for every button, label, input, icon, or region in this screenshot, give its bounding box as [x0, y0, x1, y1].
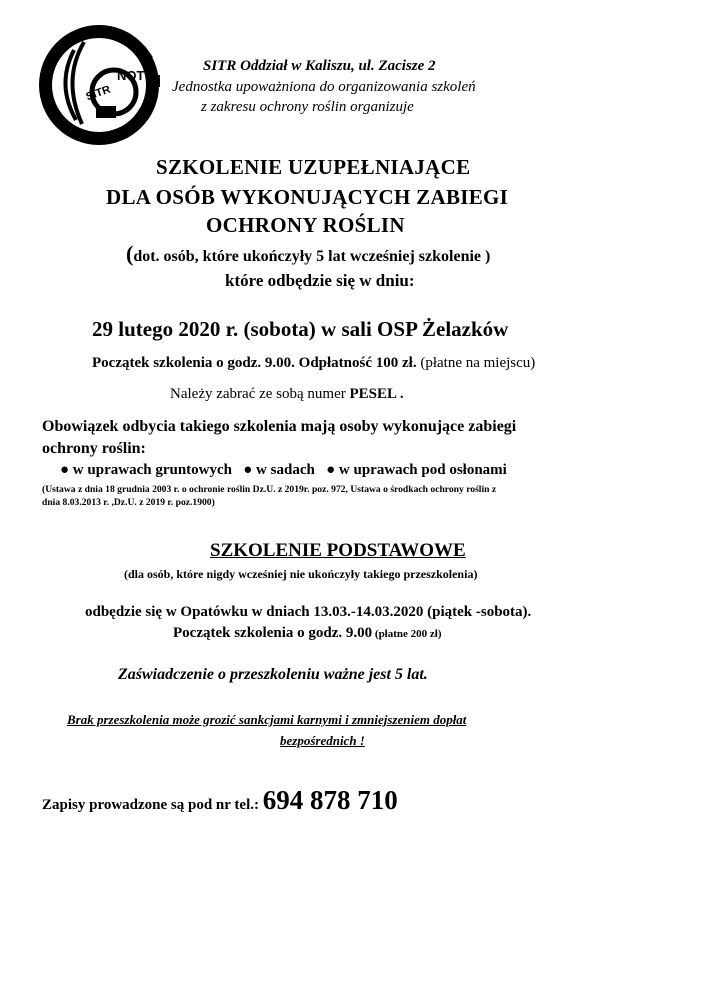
- basic-start-time: Początek szkolenia o godz. 9.00: [173, 625, 373, 641]
- legal-basis-line-2: dnia 8.03.2013 r. ,Dz.U. z 2019 r. poz.1900): [42, 497, 215, 508]
- title-note: [126, 241, 490, 267]
- basic-training-title: SZKOLENIE PODSTAWOWE: [210, 540, 466, 561]
- certificate-validity: Zaświadczenie o przeszkoleniu ważne jest 5 lat.: [118, 666, 428, 683]
- bullet-orchards: ● w sadach: [243, 462, 315, 478]
- pesel-prefix: Należy zabrać ze sobą numer: [170, 386, 350, 402]
- header-scope-line: z zakresu ochrony roślin organizuje: [201, 99, 414, 115]
- event-start-time: Początek szkolenia o godz. 9.00. Odpłatność 100 zł.: [92, 355, 417, 371]
- event-start-line: [92, 355, 535, 372]
- bullet-greenhouses: ● w uprawach pod osłonami: [326, 462, 507, 478]
- title-line-1: SZKOLENIE UZUPEŁNIAJĄCE: [156, 155, 471, 179]
- basic-start-fee: (płatne 200 zł): [372, 628, 442, 640]
- obligation-line-1: Obowiązek odbycia takiego szkolenia mają osoby wykonujące zabiegi: [42, 418, 517, 435]
- header-org-line: SITR Oddział w Kaliszu, ul. Zacisze 2: [203, 58, 436, 74]
- header-authorization-line: Jednostka upoważniona do organizowania szkoleń: [172, 79, 476, 95]
- pesel-line: [170, 386, 404, 403]
- title-line-2: DLA OSÓB WYKONUJĄCYCH ZABIEGI: [106, 185, 509, 209]
- pesel-label: PESEL .: [349, 386, 404, 402]
- obligation-line-2: ochrony roślin:: [42, 440, 146, 457]
- contact-line: [42, 785, 398, 816]
- warning-line-1: Brak przeszkolenia może grozić sankcjami karnymi i zmniejszeniem dopłat: [67, 712, 467, 727]
- event-date-line: 29 lutego 2020 r. (sobota) w sali OSP Żelazków: [92, 317, 509, 341]
- basic-training-start: [173, 625, 442, 642]
- obligation-bullets: [60, 462, 660, 479]
- logo-text-not: NOT: [117, 68, 145, 83]
- legal-basis-line-1: (Ustawa z dnia 18 grudnia 2003 r. o ochronie roślin Dz.U. z 2019r. poz. 972, Ustawa o środkach ochrony roślin z: [42, 484, 497, 495]
- note-paren: (: [126, 241, 134, 266]
- title-line-3: OCHRONY ROŚLIN: [206, 213, 405, 237]
- warning-line-2: bezpośrednich !: [280, 733, 365, 748]
- sitr-not-logo: [34, 20, 164, 150]
- note-text: dot. osób, które ukończyły 5 lat wcześniej szkolenie ): [133, 248, 491, 265]
- event-start-note: (płatne na miejscu): [416, 355, 536, 371]
- basic-training-subtitle: (dla osób, które nigdy wcześniej nie ukończyły takiego przeszkolenia): [124, 567, 478, 581]
- title-line-5: które odbędzie się w dniu:: [225, 271, 415, 290]
- logo-text-sitr: SITR: [84, 83, 113, 104]
- bullet-field-crops: ● w uprawach gruntowych: [60, 462, 232, 478]
- basic-training-location: odbędzie się w Opatówku w dniach 13.03.-14.03.2020 (piątek -sobota).: [85, 604, 532, 620]
- contact-phone: 694 878 710: [262, 785, 398, 815]
- contact-label: Zapisy prowadzone są pod nr tel.:: [42, 797, 263, 813]
